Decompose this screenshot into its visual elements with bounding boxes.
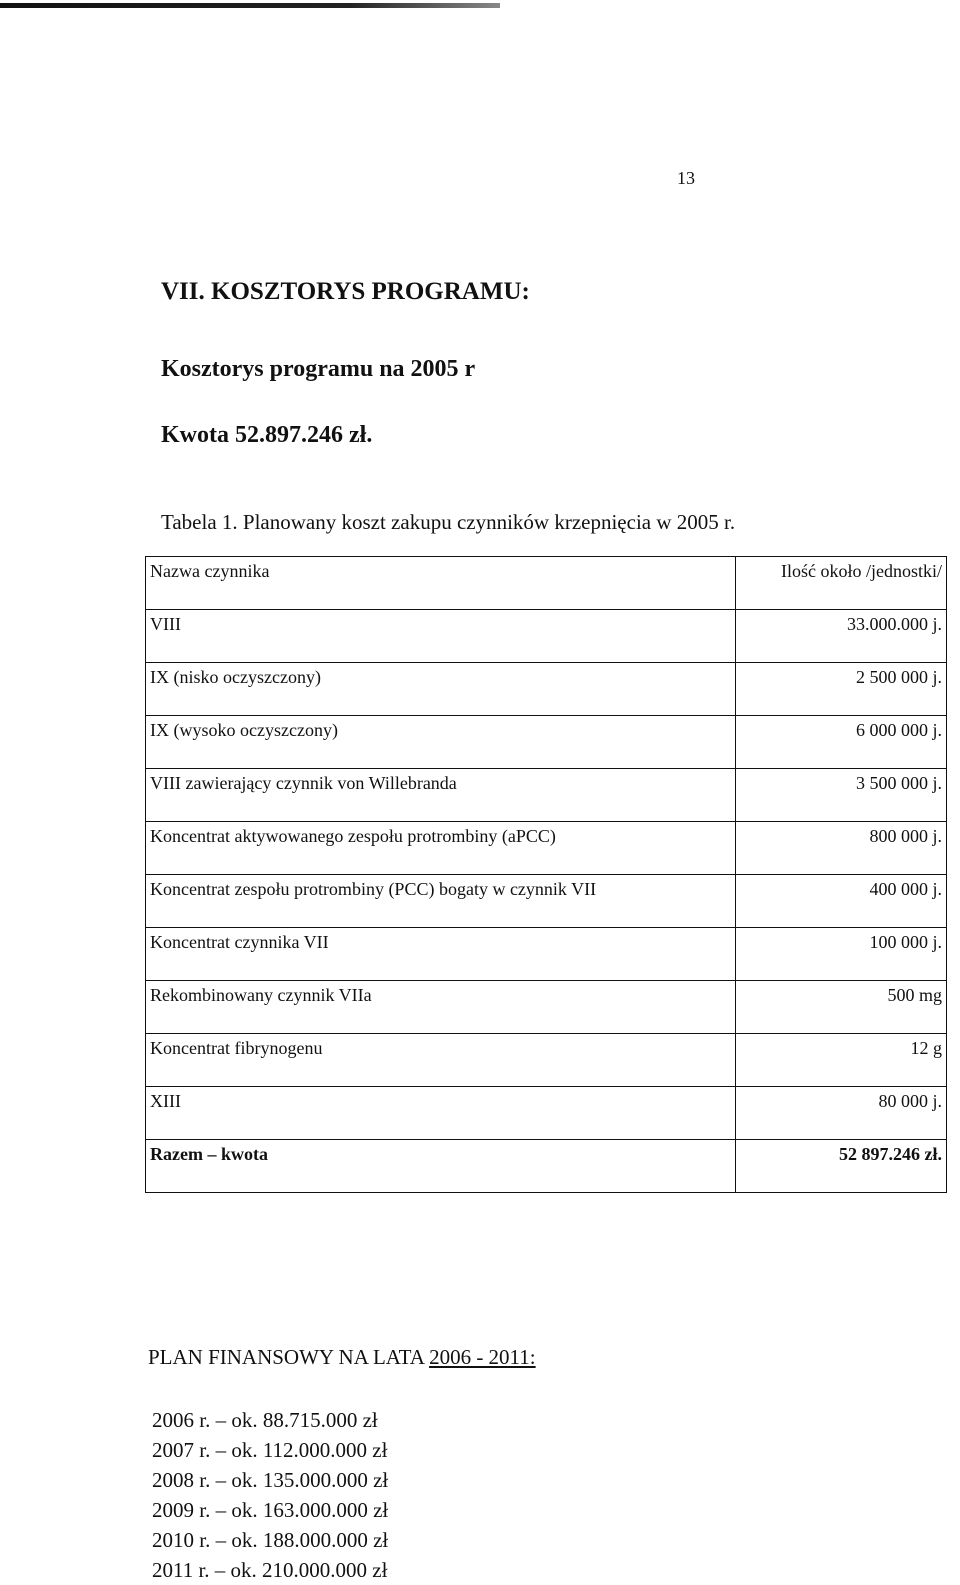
table-row xyxy=(146,769,947,822)
row-qty: 12 g xyxy=(736,1034,947,1087)
row-name: VIII zawierający czynnik von Willebranda xyxy=(146,769,736,822)
plan-title-years: 2006 - 2011: xyxy=(429,1345,536,1369)
table-row xyxy=(146,822,947,875)
total-label: Razem – kwota xyxy=(146,1140,736,1193)
table-total-row xyxy=(146,1140,947,1193)
table-row xyxy=(146,981,947,1034)
row-name: Koncentrat czynnika VII xyxy=(146,928,736,981)
subtitle: Kosztorys programu na 2005 r xyxy=(161,356,476,382)
plan-item: 2009 r. – ok. 163.000.000 zł xyxy=(152,1498,389,1522)
row-name: Rekombinowany czynnik VIIa xyxy=(146,981,736,1034)
table-caption: Tabela 1. Planowany koszt zakupu czynników krzepnięcia w 2005 r. xyxy=(161,510,736,534)
plan-item: 2011 r. – ok. 210.000.000 zł xyxy=(152,1558,388,1582)
table-row xyxy=(146,1087,947,1140)
row-qty: 80 000 j. xyxy=(736,1087,947,1140)
header-name: Nazwa czynnika xyxy=(146,557,736,610)
row-name: XIII xyxy=(146,1087,736,1140)
row-name: VIII xyxy=(146,610,736,663)
page-number: 13 xyxy=(677,168,695,188)
row-name: Koncentrat zespołu protrombiny (PCC) bogaty w czynnik VII xyxy=(146,875,736,928)
cost-table xyxy=(145,556,947,1193)
section-title: VII. KOSZTORYS PROGRAMU: xyxy=(161,278,530,305)
row-qty: 500 mg xyxy=(736,981,947,1034)
row-qty: 400 000 j. xyxy=(736,875,947,928)
plan-item: 2006 r. – ok. 88.715.000 zł xyxy=(152,1408,378,1432)
table-row xyxy=(146,610,947,663)
row-qty: 3 500 000 j. xyxy=(736,769,947,822)
plan-title xyxy=(148,1345,536,1370)
row-qty: 6 000 000 j. xyxy=(736,716,947,769)
scan-edge-line xyxy=(0,3,500,8)
table-row xyxy=(146,875,947,928)
total-value: 52 897.246 zł. xyxy=(736,1140,947,1193)
table-row xyxy=(146,928,947,981)
row-name: Koncentrat fibrynogenu xyxy=(146,1034,736,1087)
row-qty: 100 000 j. xyxy=(736,928,947,981)
plan-item: 2007 r. – ok. 112.000.000 zł xyxy=(152,1438,388,1462)
row-name: Koncentrat aktywowanego zespołu protrombiny (aPCC) xyxy=(146,822,736,875)
plan-title-prefix: PLAN FINANSOWY NA LATA xyxy=(148,1345,430,1369)
amount: Kwota 52.897.246 zł. xyxy=(161,422,373,448)
row-qty: 33.000.000 j. xyxy=(736,610,947,663)
table-header-row xyxy=(146,557,947,610)
plan-item: 2010 r. – ok. 188.000.000 zł xyxy=(152,1528,389,1552)
table-row xyxy=(146,1034,947,1087)
plan-item: 2008 r. – ok. 135.000.000 zł xyxy=(152,1468,389,1492)
row-name: IX (nisko oczyszczony) xyxy=(146,663,736,716)
table-row xyxy=(146,663,947,716)
row-qty: 2 500 000 j. xyxy=(736,663,947,716)
row-qty: 800 000 j. xyxy=(736,822,947,875)
table-row xyxy=(146,716,947,769)
row-name: IX (wysoko oczyszczony) xyxy=(146,716,736,769)
header-qty: Ilość około /jednostki/ xyxy=(736,557,947,610)
plan-list xyxy=(152,1405,388,1585)
